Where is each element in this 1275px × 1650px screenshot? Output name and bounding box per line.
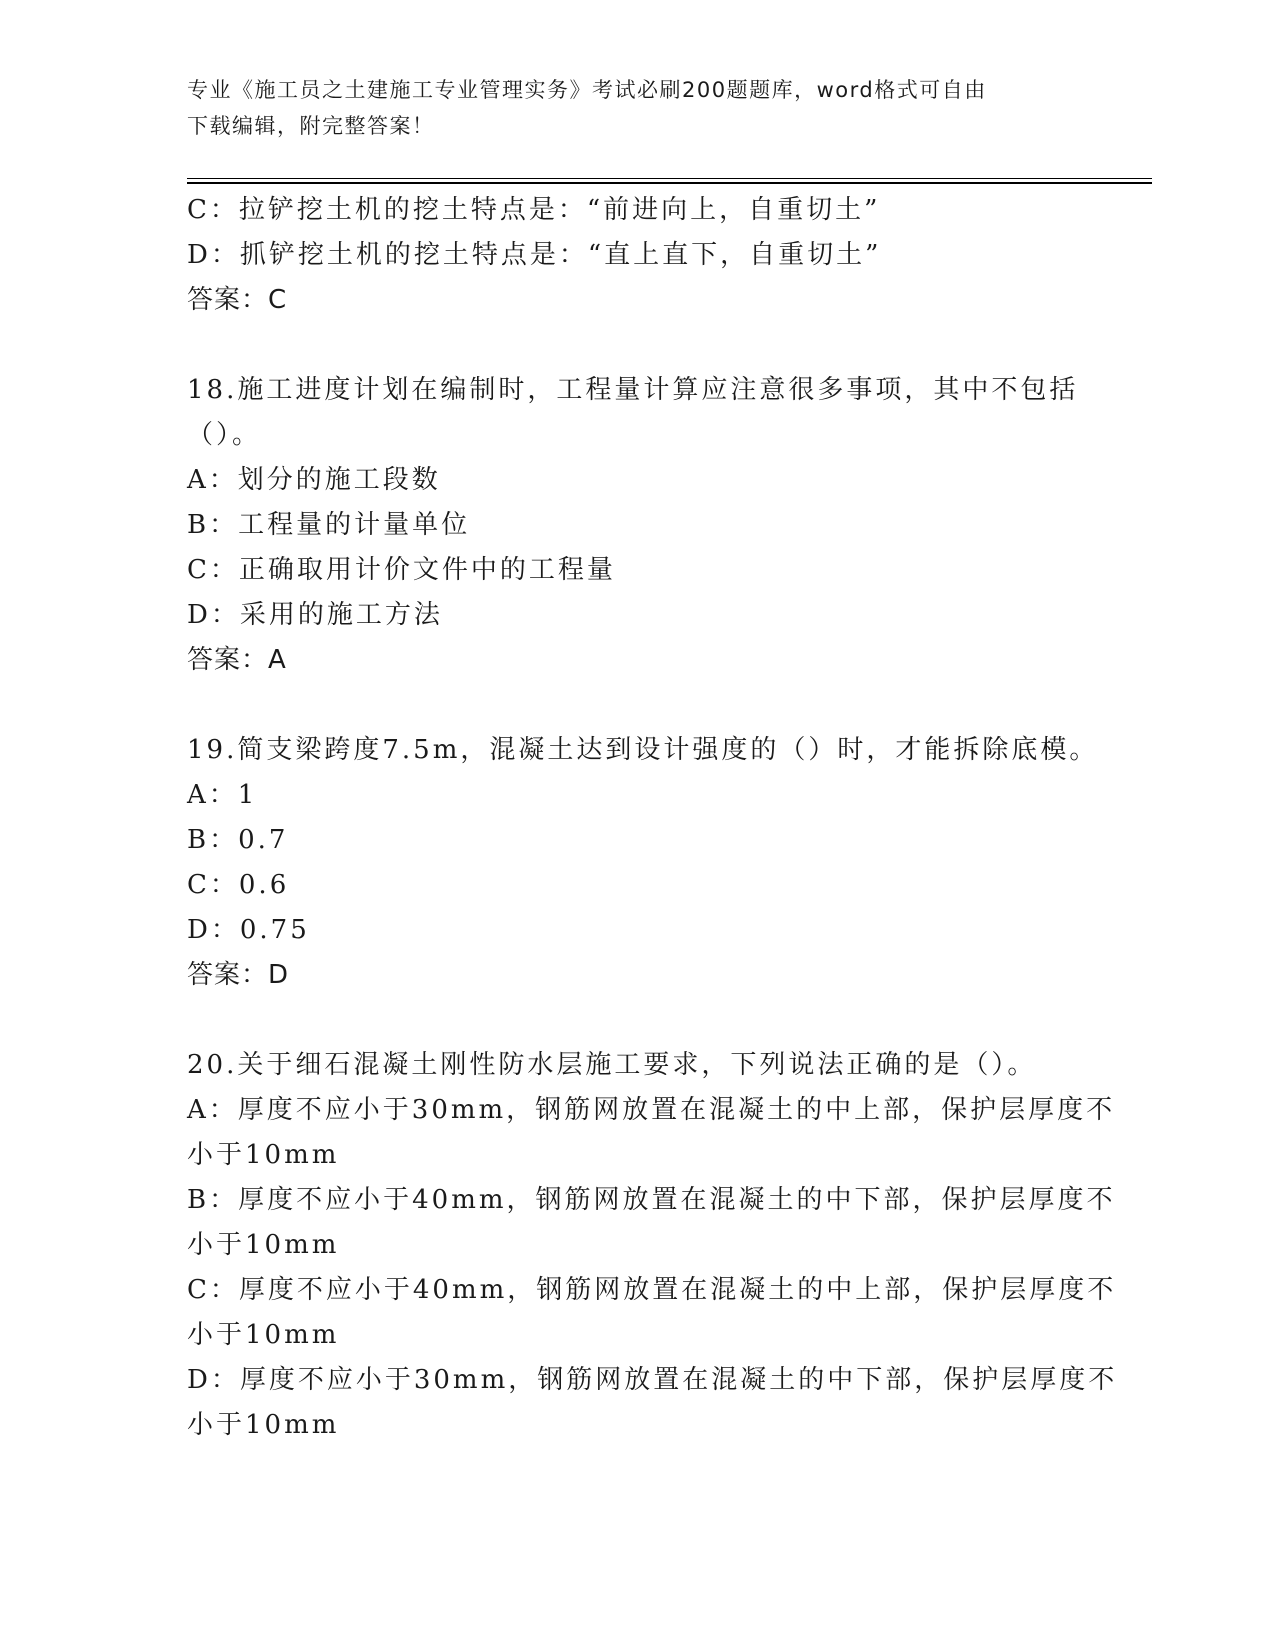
q20-option-c-line-2: 小于10mm [187,1320,340,1350]
q18-option-c: C：正确取用计价文件中的工程量 [187,555,616,585]
q20-option-d-line-2: 小于10mm [187,1410,340,1440]
header-line-1: 专业《施工员之土建施工专业管理实务》考试必刷200题题库，word格式可自由 [187,78,987,102]
q20-stem: 20.关于细石混凝土刚性防水层施工要求，下列说法正确的是（）。 [187,1050,1037,1080]
header-divider-thick [187,182,1152,184]
q18-option-b: B：工程量的计量单位 [187,510,471,540]
q18-stem-line-1: 18.施工进度计划在编制时，工程量计算应注意很多事项，其中不包括 [187,375,1079,405]
q17-option-c: C：拉铲挖土机的挖土特点是：“前进向上，自重切土” [187,195,881,225]
header-line-2: 下载编辑，附完整答案！ [187,114,435,138]
q19-stem: 19.简支梁跨度7.5m，混凝土达到设计强度的（）时，才能拆除底模。 [187,735,1099,765]
q19-option-b: B：0.7 [187,825,289,855]
q18-stem-line-2: （）。 [187,420,262,450]
q19-option-d: D：0.75 [187,915,310,945]
q18-answer: 答案：A [187,645,287,675]
q18-option-d: D：采用的施工方法 [187,600,443,630]
document-header [187,72,1067,144]
q20-option-a-line-2: 小于10mm [187,1140,340,1170]
q19-answer: 答案：D [187,960,290,990]
q18-option-a: A：划分的施工段数 [187,465,441,495]
q20-option-a-line-1: A：厚度不应小于30mm，钢筋网放置在混凝土的中上部，保护层厚度不 [187,1095,1116,1125]
q20-option-b-line-2: 小于10mm [187,1230,340,1260]
header-divider-thin [187,178,1152,179]
q17-option-d: D：抓铲挖土机的挖土特点是：“直上直下，自重切土” [187,240,882,270]
q19-option-c: C：0.6 [187,870,290,900]
q20-option-c-line-1: C：厚度不应小于40mm，钢筋网放置在混凝土的中上部，保护层厚度不 [187,1275,1117,1305]
q17-answer: 答案：C [187,285,288,315]
q20-option-b-line-1: B：厚度不应小于40mm，钢筋网放置在混凝土的中下部，保护层厚度不 [187,1185,1116,1215]
q20-option-d-line-1: D：厚度不应小于30mm，钢筋网放置在混凝土的中下部，保护层厚度不 [187,1365,1118,1395]
q19-option-a: A：1 [187,780,258,810]
